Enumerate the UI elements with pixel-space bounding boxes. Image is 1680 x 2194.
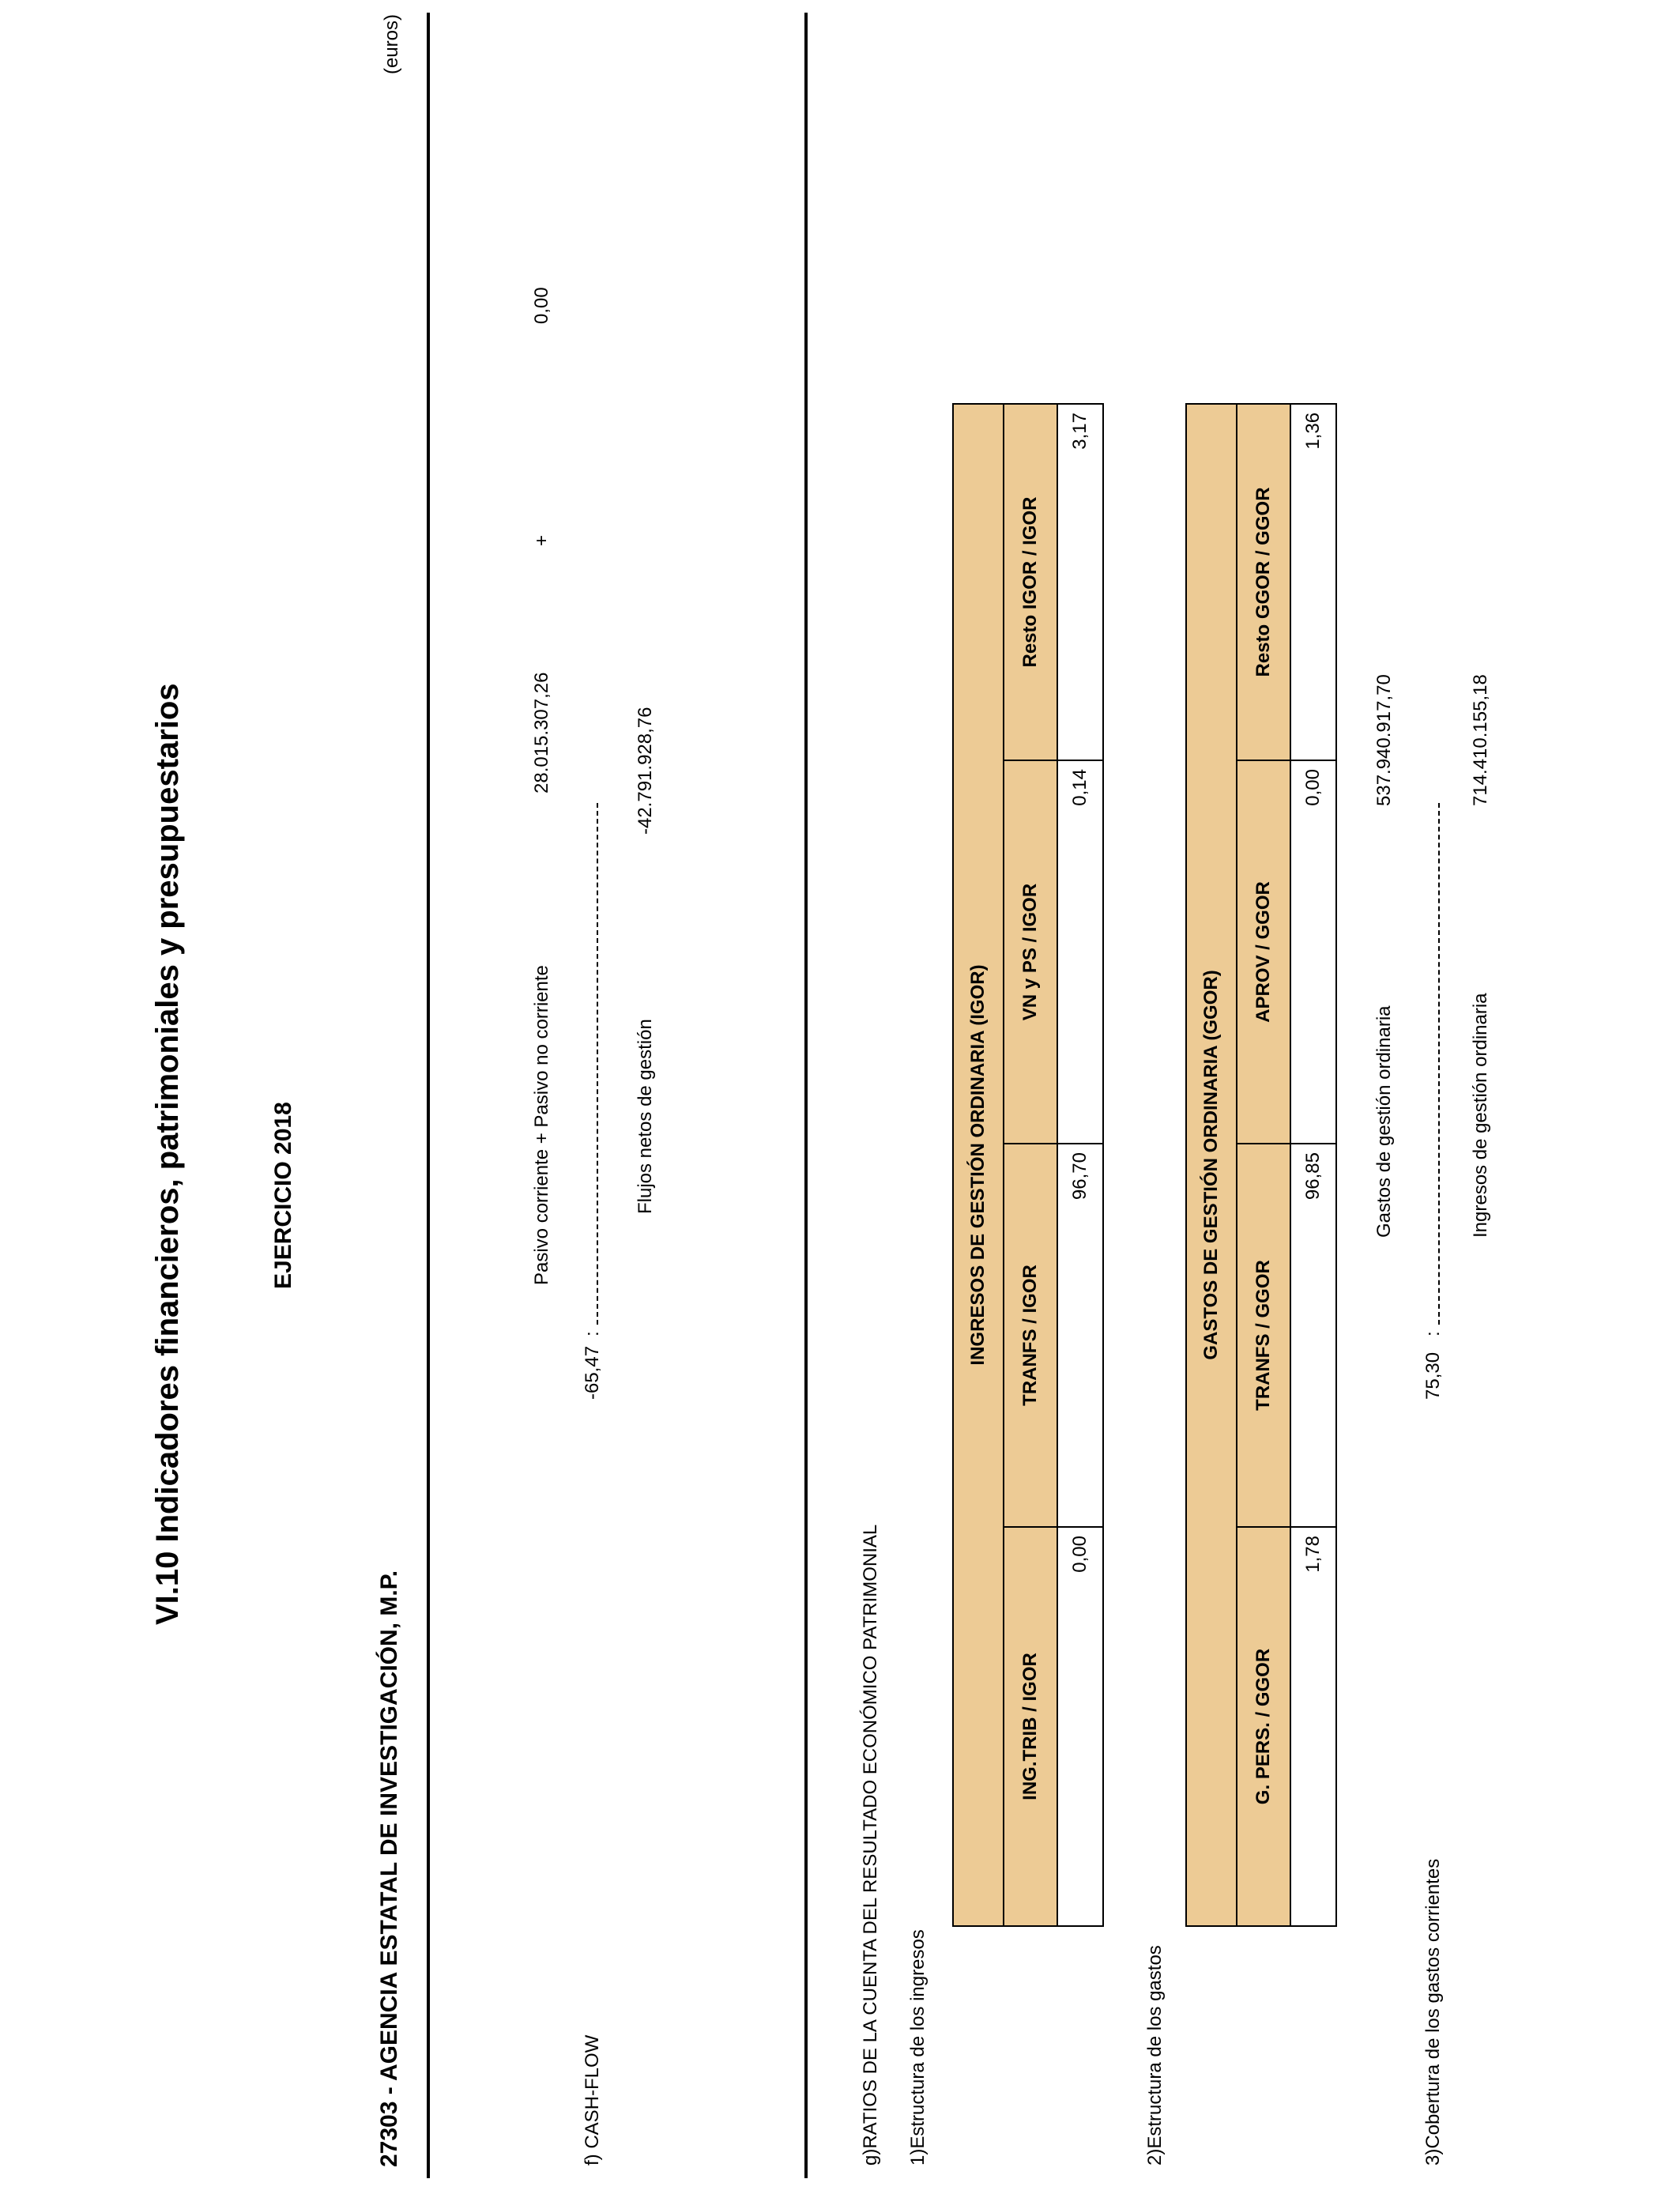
income-table-title: INGRESOS DE GESTIÓN ORDINARIA (IGOR) [953,404,1004,1926]
entity-name: 27303 - AGENCIA ESTATAL DE INVESTIGACIÓN, M.P. [376,1570,402,2167]
coverage-value: 75,30 [1422,1351,1444,1400]
income-value-vn-ps: 0,14 [1057,760,1103,1144]
expense-value-tranfs: 96,85 [1290,1144,1336,1527]
income-col-vn-ps: VN y PS / IGOR [1004,760,1057,1144]
header-rule [427,13,430,2178]
cashflow-numerator-label: Pasivo corriente + Pasivo no corriente [531,965,552,1285]
income-col-tranfs: TRANFS / IGOR [1004,1144,1057,1527]
cashflow-fraction-line [597,803,598,1325]
income-col-ing-trib: ING.TRIB / IGOR [1004,1527,1057,1926]
coverage-colon: : [1422,1331,1444,1336]
coverage-denominator-label: Ingresos de gestión ordinaria [1470,993,1491,1238]
coverage-numerator-value: 537.940.917,70 [1373,674,1395,806]
cashflow-numerator-value: 28.015.307,26 [531,672,552,794]
cashflow-denominator-label: Flujos netos de gestión [635,1019,656,1214]
income-value-ing-trib: 0,00 [1057,1527,1103,1926]
expense-col-aprov: APROV / GGOR [1237,760,1290,1144]
ratios-heading: g)RATIOS DE LA CUENTA DEL RESULTADO ECONÓMICO PATRIMONIAL [860,1524,881,2166]
cashflow-denominator-value: -42.791.928,76 [635,707,656,835]
expense-table-title: GASTOS DE GESTIÓN ORDINARIA (GGOR) [1186,404,1237,1926]
cashflow-colon: : [582,1331,603,1336]
expense-col-tranfs: TRANFS / GGOR [1237,1144,1290,1527]
coverage-label: 3)Cobertura de los gastos corrientes [1422,1858,1444,2166]
expense-col-g-pers: G. PERS. / GGOR [1237,1527,1290,1926]
coverage-numerator-label: Gastos de gestión ordinaria [1373,1005,1395,1238]
currency-note: (euros) [381,13,402,74]
coverage-denominator-value: 714.410.155,18 [1470,674,1491,806]
income-col-resto: Resto IGOR / IGOR [1004,404,1057,760]
income-structure-label: 1)Estructura de los ingresos [907,1929,929,2166]
expense-structure-table [1185,403,1337,1927]
cashflow-plus: + [531,534,552,546]
income-structure-table [952,403,1104,1927]
cashflow-numerator-value-2: 0,00 [531,287,552,324]
expense-value-aprov: 0,00 [1290,760,1336,1144]
expense-col-resto: Resto GGOR / GGOR [1237,404,1290,760]
expense-value-g-pers: 1,78 [1290,1527,1336,1926]
exercise-year: EJERCICIO 2018 [270,1102,296,1289]
coverage-fraction-line [1438,803,1440,1325]
section-rule [804,13,808,2178]
income-value-resto: 3,17 [1057,404,1103,760]
expense-structure-label: 2)Estructura de los gastos [1144,1945,1166,2166]
expense-value-resto: 1,36 [1290,404,1336,760]
income-value-tranfs: 96,70 [1057,1144,1103,1527]
cashflow-label: f) CASH-FLOW [582,2034,603,2166]
report-title: VI.10 Indicadores financieros, patrimoniales y presupuestarios [150,683,185,1625]
cashflow-value: -65,47 [582,1345,603,1400]
